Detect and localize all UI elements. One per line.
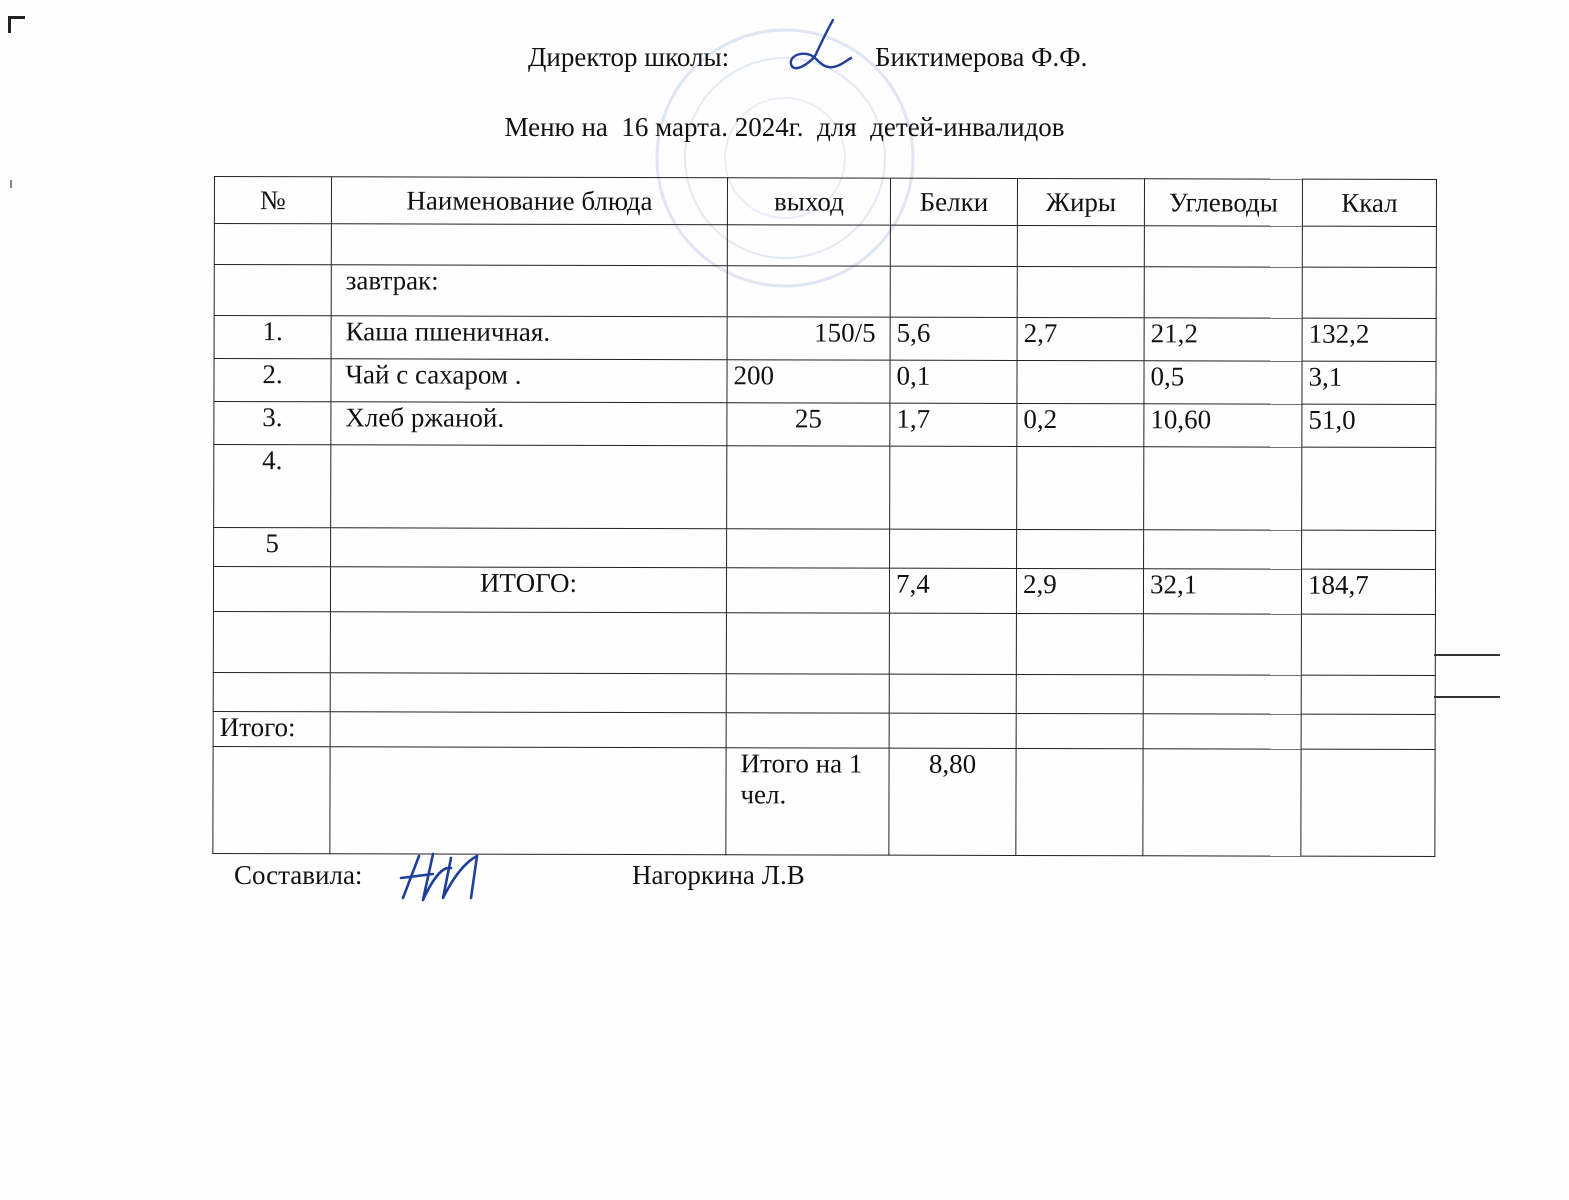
cell-number: 3.	[214, 402, 331, 445]
per-person-value: 8,80	[889, 748, 1016, 855]
cell-number: 4.	[214, 445, 331, 528]
compiler-label: Составила:	[234, 860, 363, 890]
director-signature	[785, 14, 855, 84]
cell-kcal: 132,2	[1302, 318, 1436, 361]
document-title: Меню на 16 марта. 2024г. для детей-инвалидов	[504, 112, 1065, 142]
menu-table	[212, 176, 1437, 857]
table-row-per-person	[213, 746, 1435, 856]
cell-carbs: 21,2	[1144, 318, 1302, 361]
table-row-empty	[213, 672, 1435, 714]
subtotal-label: ИТОГО:	[330, 567, 726, 613]
cell-dish: Чай с сахаром .	[331, 359, 727, 403]
table-row-subtotal	[213, 567, 1435, 615]
table-row-total	[213, 711, 1435, 749]
cell-output: 200	[727, 360, 890, 403]
table-row-empty	[214, 224, 1436, 268]
total-label: Итого:	[213, 711, 330, 746]
cell-fat	[1017, 360, 1144, 403]
table-row	[214, 359, 1436, 405]
col-header-number: №	[214, 177, 331, 224]
cell-number: 1.	[214, 316, 331, 359]
cell-protein: 5,6	[890, 317, 1017, 360]
cell-dish: Хлеб ржаной.	[331, 402, 727, 446]
cell-carbs: 0,5	[1144, 361, 1302, 404]
scan-corner-mark	[8, 16, 25, 33]
table-row-section	[214, 265, 1436, 319]
col-header-carbs: Углеводы	[1144, 179, 1302, 226]
cell-kcal: 51,0	[1302, 404, 1436, 447]
cell-kcal: 3,1	[1302, 361, 1436, 404]
table-row	[214, 402, 1436, 448]
compiler-name: Нагоркина Л.В	[632, 860, 805, 890]
table-extension-line	[1434, 654, 1500, 656]
cell-protein: 1,7	[890, 403, 1017, 446]
director-label: Директор школы:	[528, 42, 730, 72]
col-header-protein: Белки	[890, 178, 1017, 225]
cell-output: 150/5	[727, 317, 890, 360]
cell-dish: Каша пшеничная.	[331, 316, 727, 360]
subtotal-protein: 7,4	[889, 568, 1016, 613]
table-row-empty	[213, 611, 1435, 675]
col-header-kcal: Ккал	[1302, 179, 1436, 226]
col-header-dish: Наименование блюда	[331, 177, 727, 225]
compiler-signature	[393, 848, 493, 908]
scan-edge-mark	[10, 180, 12, 188]
subtotal-kcal: 184,7	[1301, 569, 1435, 614]
table-extension-line	[1434, 696, 1500, 698]
cell-number: 2.	[214, 359, 331, 402]
director-name: Биктимерова Ф.Ф.	[875, 42, 1088, 72]
col-header-fat: Жиры	[1017, 178, 1144, 225]
cell-fat: 0,2	[1017, 403, 1144, 446]
table-row	[214, 528, 1436, 570]
cell-carbs: 10,60	[1144, 404, 1302, 447]
table-row	[214, 316, 1436, 362]
table-row	[214, 445, 1436, 531]
cell-output: 25	[727, 403, 890, 446]
subtotal-carbs: 32,1	[1143, 569, 1301, 614]
col-header-output: выход	[727, 178, 890, 225]
cell-number: 5	[214, 528, 331, 567]
cell-fat: 2,7	[1017, 317, 1144, 360]
section-label-breakfast: завтрак:	[331, 265, 727, 317]
per-person-label: Итого на 1 чел.	[726, 748, 889, 855]
table-header-row	[214, 177, 1436, 227]
cell-protein: 0,1	[890, 360, 1017, 403]
subtotal-fat: 2,9	[1016, 568, 1143, 613]
